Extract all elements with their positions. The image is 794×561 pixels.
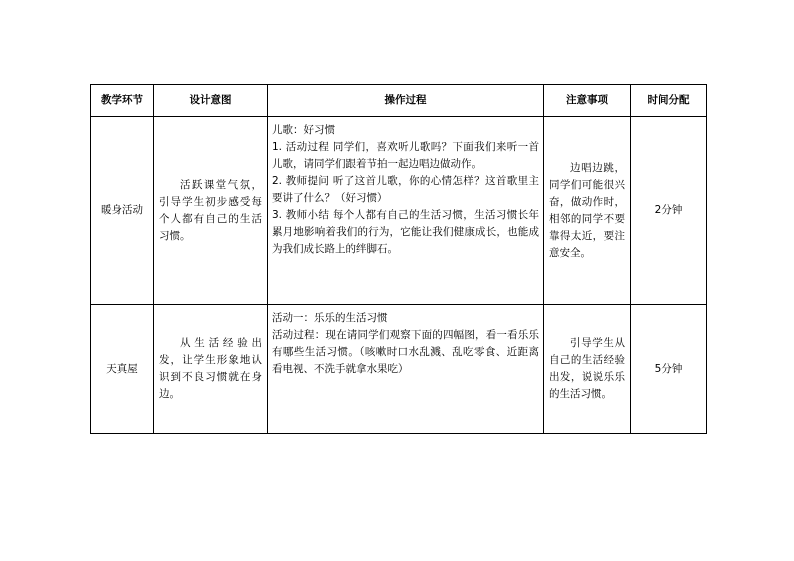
process-line: 活动过程：现在请同学们观察下面的四幅图，看一看乐乐有哪些生活习惯。（咳嗽时口水乱溅、乱吃零食、近距离看电视、不洗手就拿水果吃） [272, 329, 539, 375]
header-process: 操作过程 [268, 85, 544, 117]
stage-cell: 天真屋 [91, 305, 154, 434]
notes-cell [544, 305, 631, 434]
process-line: 3. 教师小结 每个人都有自己的生活习惯，生活习惯长年累月地影响着我们的行为，它能让我们健康成长，也能成为我们成长路上的绊脚石。 [272, 209, 539, 255]
time-cell: 2分钟 [631, 117, 707, 305]
header-notes: 注意事项 [544, 85, 631, 117]
intent-cell [154, 117, 268, 305]
process-line: 2. 教师提问 听了这首儿歌，你的心情怎样？这首歌里主要讲了什么？（好习惯） [272, 175, 539, 204]
process-line: 儿歌：好习惯 [272, 124, 335, 136]
lesson-plan-table [90, 84, 707, 434]
process-cell [268, 305, 544, 434]
time-cell: 5分钟 [631, 305, 707, 434]
header-stage: 教学环节 [91, 85, 154, 117]
intent-text: 活跃课堂气氛，引导学生初步感受每个人都有自己的生活习惯。 [159, 178, 262, 242]
stage-cell: 暖身活动 [91, 117, 154, 305]
table-row [91, 305, 707, 434]
process-line: 活动一：乐乐的生活习惯 [272, 312, 388, 324]
table-row [91, 117, 707, 305]
notes-text: 边唱边跳，同学们可能很兴奋，做动作时，相邻的同学不要靠得太近，要注意安全。 [549, 161, 625, 259]
header-row [91, 85, 707, 117]
process-cell [268, 117, 544, 305]
intent-text: 从生活经验出发，让学生形象地认识到不良习惯就在身边。 [159, 337, 262, 400]
process-line: 1. 活动过程 同学们，喜欢听儿歌吗？下面我们来听一首儿歌，请同学们跟着节拍一起边唱边做动作。 [272, 141, 539, 170]
notes-cell [544, 117, 631, 305]
intent-cell [154, 305, 268, 434]
header-time: 时间分配 [631, 85, 707, 117]
header-intent: 设计意图 [154, 85, 268, 117]
notes-text: 引导学生从自己的生活经验出发，说说乐乐的生活习惯。 [549, 337, 625, 400]
